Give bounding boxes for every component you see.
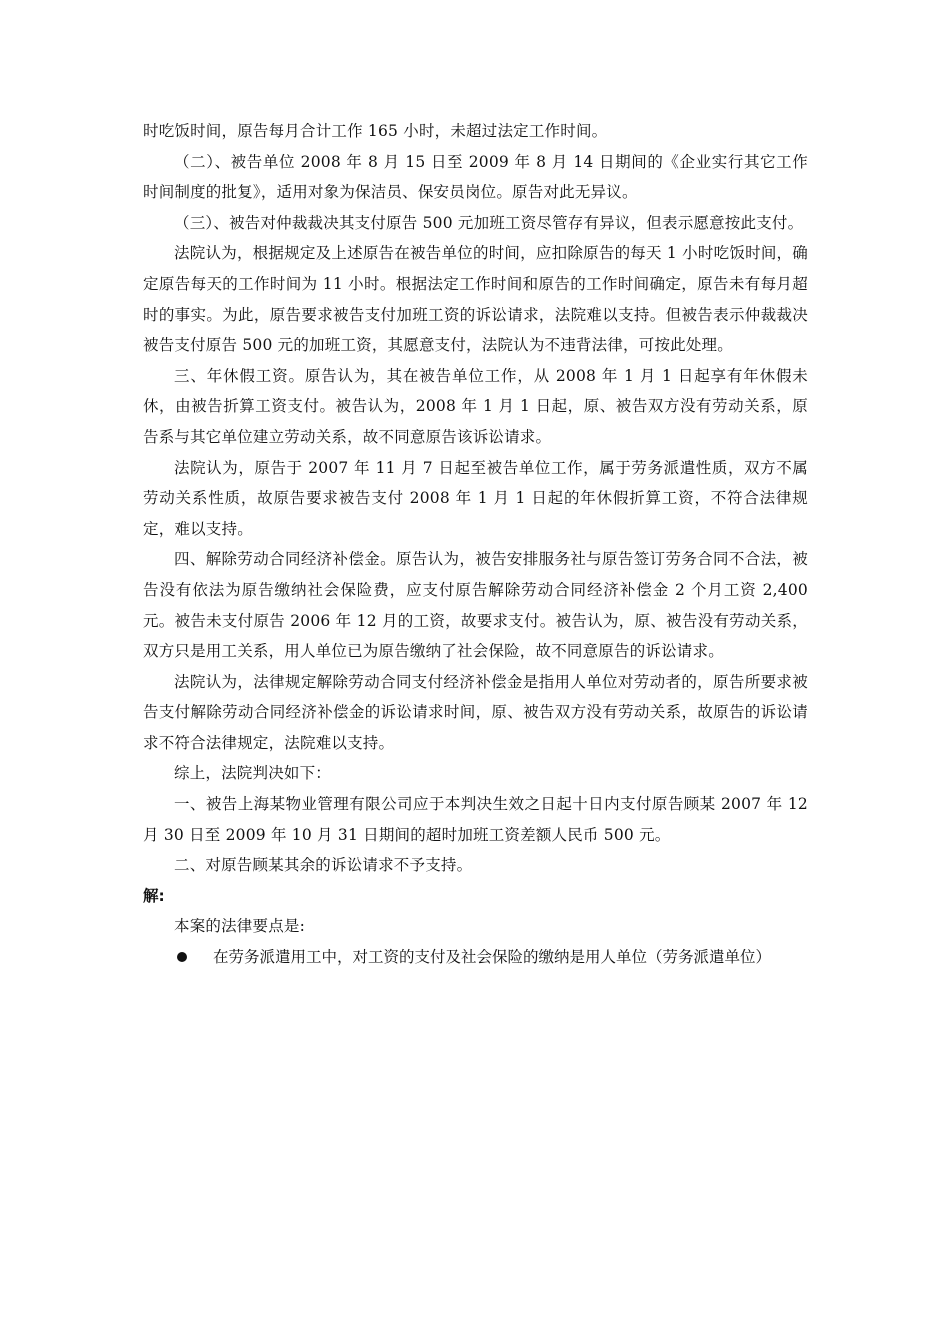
paragraph-court-opinion-overtime: 法院认为，根据规定及上述原告在被告单位的时间，应扣除原告的每天 1 小时吃饭时间，确定原告每天的工作时间为 11 小时。根据法定工作时间和原告的工作时间确定，原告未有每月超时的事实。为此，原告要求被告支付加班工资的诉讼请求，法院难以支持。但被告表示仲裁裁决被告支付原告 500 元的加班工资，其愿意支付，法院认为不违背法律，可按此处理。 <box>143 244 808 355</box>
paragraph-judgment-intro: 综上，法院判决如下： <box>174 764 332 783</box>
paragraph-court-opinion-leave: 法院认为，原告于 2007 年 11 月 7 日起至被告单位工作，属于劳务派遣性质，双方不属劳动关系性质，故原告要求被告支付 2008 年 1 月 1 日起的年休假折算工资，不符合法律规定，难以支持。 <box>143 458 808 538</box>
paragraph-points-intro: 本案的法律要点是: <box>174 917 306 936</box>
paragraph-compensation: 四、解除劳动合同经济补偿金。原告认为，被告安排服务社与原告签订劳务合同不合法，被告没有依法为原告缴纳社会保险费，应支付原告解除劳动合同经济补偿金 2 个月工资 2,400 元。被告未支付原告 2006 年 12 月的工资，故要求支付。被告认为，原、被告没有劳动关系，双方只是用工关系，用人单位已为原告缴纳了社会保险，故不同意原告的诉讼请求。 <box>143 550 808 661</box>
paragraph-item-two: （二）、被告单位 2008 年 8 月 15 日至 2009 年 8 月 14 日期间的《企业实行其它工作时间制度的批复》，适用对象为保洁员、保安员岗位。原告对此无异议。 <box>143 152 808 202</box>
paragraph-meal-time: 时吃饭时间，原告每月合计工作 165 小时，未超过法定工作时间。 <box>143 122 608 140</box>
bullet-item <box>143 942 808 973</box>
section-heading-analysis: 解: <box>143 886 165 905</box>
paragraph-judgment-two: 二、对原告顾某其余的诉讼请求不予支持。 <box>174 856 473 875</box>
paragraph-judgment-one: 一、被告上海某物业管理有限公司应于本判决生效之日起十日内支付原告顾某 2007 年 12 月 30 日至 2009 年 10 月 31 日期间的超时加班工资差额人民币 500 元。 <box>143 795 808 844</box>
document-page <box>143 116 808 973</box>
paragraph-court-opinion-compensation: 法院认为，法律规定解除劳动合同支付经济补偿金是指用人单位对劳动者的，原告所要求被告支付解除劳动合同经济补偿金的诉讼请求时间，原、被告双方没有劳动关系，故原告的诉讼请求不符合法律规定，法院难以支持。 <box>143 672 808 752</box>
paragraph-annual-leave: 三、年休假工资。原告认为，其在被告单位工作，从 2008 年 1 月 1 日起享有年休假未休，由被告折算工资支付。被告认为，2008 年 1 月 1 日起，原、被告双方没有劳动关系，原告系与其它单位建立劳动关系，故不同意原告该诉讼请求。 <box>143 366 808 446</box>
paragraph-item-three: （三）、被告对仲裁裁决其支付原告 500 元加班工资尽管存有异议，但表示愿意按此支付。 <box>174 213 804 232</box>
bullet-item-text: 在劳务派遣用工中，对工资的支付及社会保险的缴纳是用人单位（劳务派遣单位） <box>213 948 772 967</box>
bullet-dot-icon <box>177 952 187 962</box>
